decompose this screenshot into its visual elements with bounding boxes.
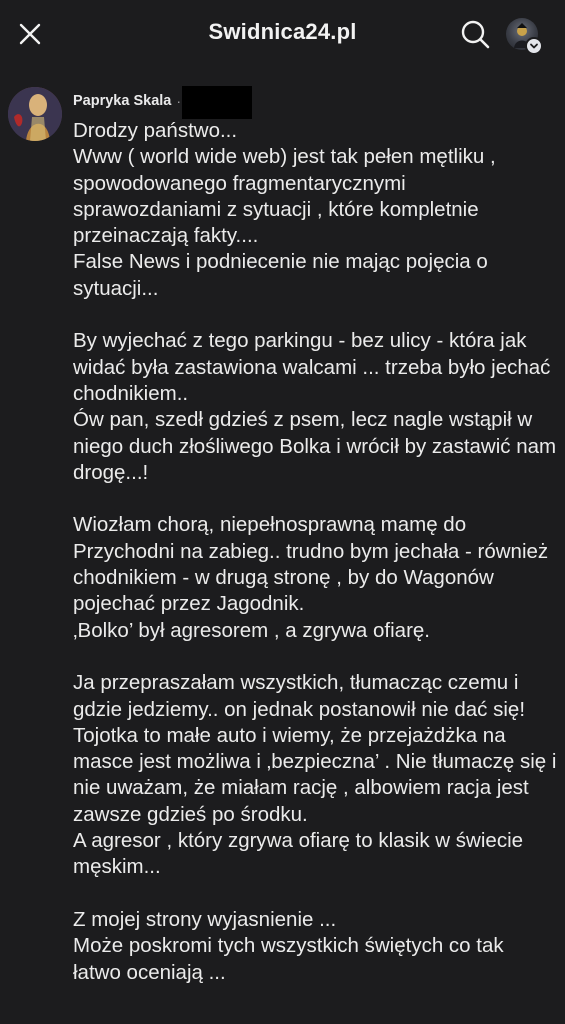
author-avatar[interactable] [8,87,62,141]
profile-menu-button[interactable] [504,16,544,56]
author-name[interactable]: Papryka Skala [73,93,172,109]
author-line [73,88,252,114]
top-bar [0,0,565,70]
separator: · [176,93,182,109]
search-icon [460,19,490,49]
page-title: Swidnica24.pl [208,19,357,44]
comment-text: Drodzy państwo... Www ( world wide web) jest tak pełen mętliku , spowodowanego fragmentarycznymi sprawozdaniami z sytuacji , które kompletnie przeinaczają fakty.... False News i podniecenie nie mając pojęcia o sytuacji... By wyjechać z tego parkingu - bez ulicy - która jak widać była zastawiona walcami ... trzeba było jechać chodnikiem.. Ów pan, szedł gdzieś z psem, lecz nagle wstąpił w niego duch złośliwego Bolka i wrócił by zastawić nam drogę...! Wiozłam chorą, niepełnosprawną mamę do Przychodni na zabieg.. trudno bym jechała - również chodnikiem - w drugą stronę , by do Wagonów pojechać przez Jagodnik. ‚Bolko’ był agresorem , a zgrywa ofiarę. Ja przepraszałam wszystkich, tłumacząc czemu i gdzie jedziemy.. on jednak postanowił nie dać się! Tojotka to małe auto i wiemy, że przejażdżka na masce jest możliwa i ‚bezpieczna’ . Nie tłumaczę się i nie uważam, że miałam rację , albowiem racja jest zawsze gdzieś po środku. A agresor , który zgrywa ofiarę to klasik w świecie męskim... Z mojej strony wyjasnienie ... Może poskromi tych wszystkich świętych co tak łatwo oceniają ... [73,119,557,984]
profile-badge [525,37,543,55]
redaction-block [182,86,252,119]
search-button[interactable] [458,17,492,51]
chevron-down-icon [529,41,539,51]
